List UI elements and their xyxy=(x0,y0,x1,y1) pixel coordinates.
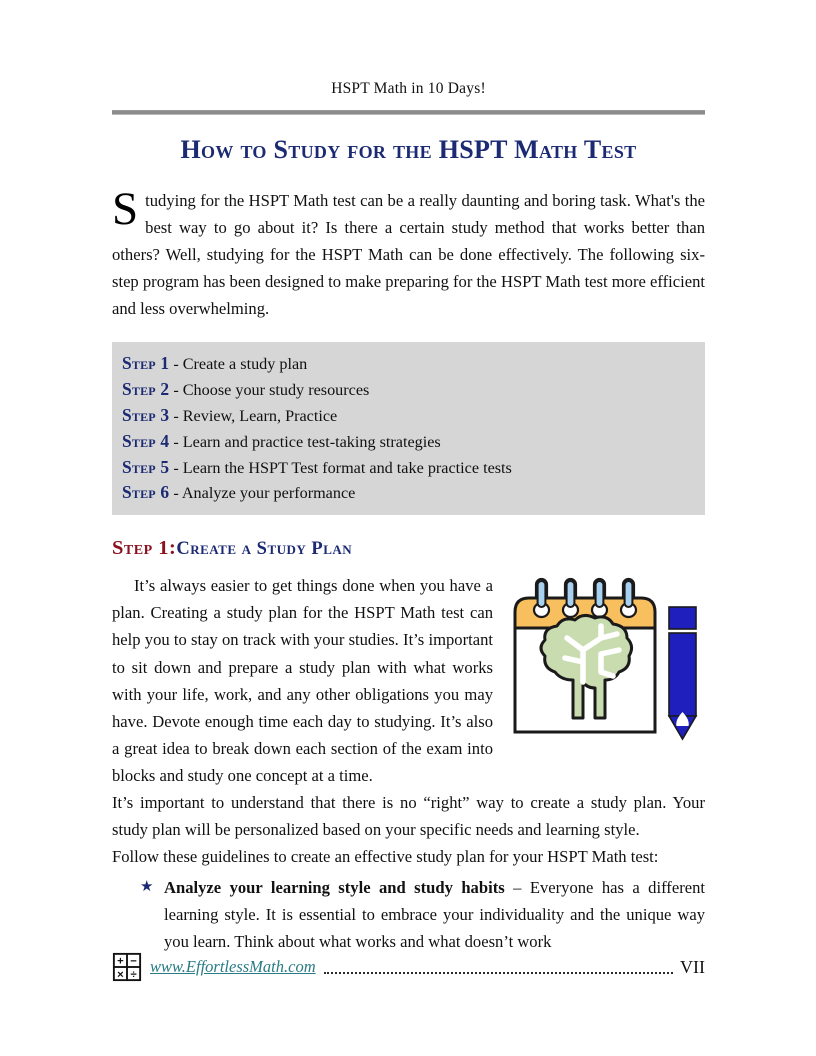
guidelines-list xyxy=(112,874,705,955)
step-description: - Analyze your performance xyxy=(169,484,356,503)
section-heading-step-1 xyxy=(112,537,705,560)
list-item-lead-in: Analyze your learning style and study habits xyxy=(164,877,505,897)
svg-text:÷: ÷ xyxy=(130,968,137,981)
drop-cap-letter: S xyxy=(112,182,139,235)
page-number: VII xyxy=(680,956,705,977)
running-header: HSPT Math in 10 Days! xyxy=(331,80,486,97)
intro-text: tudying for the HSPT Math test can be a really daunting and boring task. What's the best way to go about it? Is there a certain study method that works better than others? Well, studying for the HSPT Math can be done effectively. The following six-step program has been designed to make preparing for the HSPT Math test more efficient and less overwhelming. xyxy=(112,190,705,318)
step-label: Step 2 xyxy=(122,378,170,399)
intro-paragraph xyxy=(112,182,705,322)
step-label: Step 4 xyxy=(122,430,170,451)
step-description: - Learn the HSPT Test format and take practice tests xyxy=(169,458,512,477)
steps-summary-box xyxy=(112,342,705,516)
step-description: - Choose your study resources xyxy=(169,380,370,399)
step-label: Step 5 xyxy=(122,456,170,477)
svg-text:+: + xyxy=(117,955,124,968)
step-label: Step 1 xyxy=(122,352,170,373)
star-bullet-icon: ★ xyxy=(140,878,154,895)
footer-dot-leader xyxy=(324,961,673,974)
study-plan-illustration xyxy=(509,576,705,744)
list-item-text: – Everyone has a different learning style. It is essential to embrace your individuality and the unique way you learn. Think about what works and what doesn’t work xyxy=(164,877,705,951)
step-list-item xyxy=(122,455,705,481)
svg-text:×: × xyxy=(117,968,124,981)
step-list-item xyxy=(122,480,705,506)
section-heading-title: Create a Study Plan xyxy=(176,539,353,560)
svg-text:−: − xyxy=(130,955,137,968)
page-content xyxy=(112,80,705,955)
step-paragraph-2: It’s important to understand that there is no “right” way to create a study plan. Your study plan will be personalized based on your specific needs and learning style. xyxy=(112,792,705,839)
section-heading-number: Step 1: xyxy=(112,537,177,560)
step-list-item xyxy=(122,403,705,429)
step-paragraph-1: It’s always easier to get things done when you have a plan. Creating a study plan for the HSPT Math test can help you to stay on track with your studies. It’s important to sit down and prepare a study plan with what works with your life, work, and any other obligations you may have. Devote enough time each day to studying. It’s also a great idea to break down each section of the exam into blocks and study one concept at a time. xyxy=(112,576,493,785)
step-list-item xyxy=(122,377,705,403)
header-divider-rule xyxy=(112,110,705,115)
step-paragraph-3: Follow these guidelines to create an effective study plan for your HSPT Math test: xyxy=(112,846,659,866)
step-list-item xyxy=(122,429,705,455)
page-title: How to Study for the HSPT Math Test xyxy=(180,134,637,164)
pencil-icon xyxy=(669,607,696,739)
step-list-item xyxy=(122,351,705,377)
step-label: Step 6 xyxy=(122,482,170,503)
list-item xyxy=(112,874,705,955)
step-description: - Learn and practice test-taking strategies xyxy=(169,432,441,451)
effortless-math-link[interactable]: www.EffortlessMath.com xyxy=(150,957,316,976)
step-label: Step 3 xyxy=(122,404,170,425)
step-description: - Create a study plan xyxy=(169,354,308,373)
step-description: - Review, Learn, Practice xyxy=(169,406,338,425)
page-footer xyxy=(112,952,705,982)
math-operations-grid-icon xyxy=(112,952,142,982)
